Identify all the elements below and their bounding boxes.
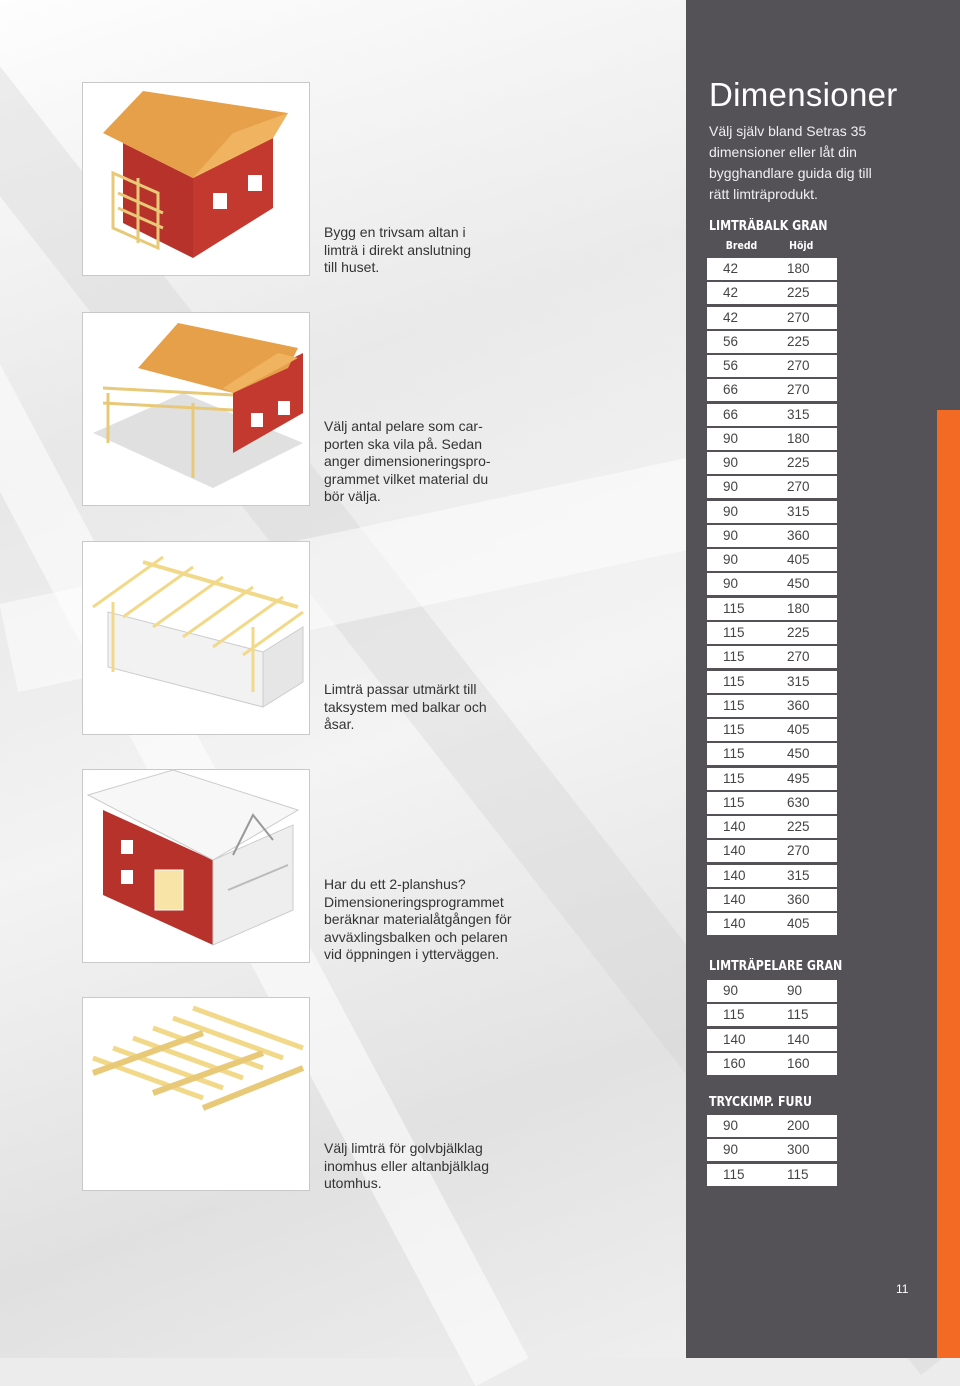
carport-house-illustration [82,312,310,506]
cell-width: 115 [723,600,745,616]
cell-width: 90 [723,552,739,568]
table-limtrabalk [707,258,837,937]
table-row [707,1029,837,1051]
cell-width: 115 [723,770,745,786]
table-row [707,980,837,1002]
cell-width: 90 [723,479,739,495]
cell-height: 450 [787,576,810,592]
cell-height: 630 [787,794,810,810]
table-row [707,501,837,523]
table-row [707,913,837,935]
table-row [707,1139,837,1161]
cell-height: 90 [787,983,803,998]
cell-width: 90 [723,503,739,519]
caption-line: beräknar materialåtgången för [324,911,512,927]
cell-width: 90 [723,1142,739,1158]
table-row [707,646,837,668]
table-row [707,671,837,693]
cell-width: 115 [723,794,745,810]
cell-height: 405 [787,722,810,738]
cell-height: 225 [787,333,810,349]
cell-width: 66 [723,406,739,422]
table-row [707,331,837,353]
caption-line: avväxlingsbalken och pelaren [324,928,508,945]
table-row [707,476,837,498]
cell-width: 115 [723,697,745,713]
cell-width: 160 [723,1055,746,1071]
cell-height: 270 [787,382,810,398]
roof-beam-system-illustration [82,541,310,735]
intro-line: dimensioner eller låt din [709,144,857,160]
cell-height: 360 [787,697,810,713]
cell-width: 90 [723,1118,739,1133]
cell-width: 56 [723,358,739,374]
cell-width: 140 [723,843,746,859]
cell-height: 270 [787,843,810,859]
cell-width: 115 [723,722,745,738]
cell-height: 140 [787,1031,810,1047]
table-limtrapelare [707,980,837,1077]
caption-line: grammet vilket material du [324,470,489,487]
section-heading-tryckimp: TRYCKIMP. FURU [709,1095,812,1110]
cell-width: 66 [723,382,739,398]
cell-height: 225 [787,285,810,301]
section-heading-limtrabalk: LIMTRÄBALK GRAN [709,219,828,234]
intro-line: bygghandlare guida dig till [709,165,872,181]
cell-width: 115 [723,649,745,665]
cell-width: 90 [723,455,739,471]
cell-height: 115 [787,1007,809,1023]
table-row [707,1164,837,1186]
table-row [707,1004,837,1026]
caption-line: Välj antal pelare som car- [324,418,483,434]
cell-width: 115 [723,1007,745,1023]
table-row [707,549,837,571]
cell-width: 140 [723,891,746,907]
cell-height: 180 [787,261,810,276]
cell-height: 315 [787,503,810,519]
caption-line: bör välja. [324,488,381,504]
floor-joist-illustration [82,997,310,1191]
two-storey-house-illustration [82,769,310,963]
cell-width: 56 [723,333,739,349]
cell-height: 270 [787,479,810,495]
cell-width: 140 [723,1031,746,1047]
table-row [707,622,837,644]
cell-height: 405 [787,916,810,932]
cell-height: 360 [787,527,810,543]
cell-height: 180 [787,600,810,616]
caption-line: taksystem med balkar och [324,698,487,715]
intro-text [709,121,909,205]
caption-roof [324,681,524,734]
cell-height: 450 [787,746,810,762]
cell-height: 160 [787,1055,810,1071]
cell-height: 200 [787,1118,810,1133]
cell-height: 315 [787,406,810,422]
caption-line: Välj limträ för golvbjälklag [324,1140,483,1156]
cell-height: 315 [787,867,810,883]
cell-width: 90 [723,527,739,543]
cell-height: 495 [787,770,810,786]
caption-line: Bygg en trivsam altan i [324,224,466,240]
cell-height: 405 [787,552,810,568]
cell-width: 140 [723,819,746,835]
intro-line: Välj själv bland Setras 35 [709,123,867,139]
cell-width: 42 [723,261,739,276]
cell-height: 270 [787,309,810,325]
cell-width: 90 [723,576,739,592]
cell-height: 180 [787,430,810,446]
altan-house-illustration [82,82,310,276]
caption-line: inomhus eller altanbjälklag [324,1157,489,1174]
table-row [707,1115,837,1137]
table-row [707,258,837,280]
cell-width: 90 [723,430,739,446]
table-row [707,1053,837,1075]
column-header-bredd: Bredd [725,239,758,252]
caption-line: Limträ passar utmärkt till [324,681,477,697]
cell-width: 115 [723,624,745,640]
accent-stripe [937,410,960,1358]
table-row [707,743,837,765]
caption-two-storey [324,876,529,964]
table-row [707,379,837,401]
cell-width: 42 [723,309,739,325]
cell-width: 115 [723,1166,745,1182]
table-row [707,573,837,595]
cell-width: 115 [723,673,745,689]
table-row [707,307,837,329]
cell-height: 360 [787,891,810,907]
page-number: 11 [896,1282,909,1296]
cell-height: 225 [787,819,810,835]
table-row [707,525,837,547]
section-heading-limtrapelare: LIMTRÄPELARE GRAN [709,959,843,974]
table-row [707,598,837,620]
caption-line: utomhus. [324,1175,382,1191]
caption-line: limträ i direkt anslutning [324,241,472,258]
cell-width: 140 [723,916,746,932]
cell-height: 225 [787,624,810,640]
caption-carport [324,418,524,506]
caption-line: till huset. [324,259,380,275]
caption-line: Har du ett 2-planshus? [324,876,466,892]
caption-line: porten ska vila på. Sedan [324,435,482,452]
cell-height: 115 [787,1166,809,1182]
caption-line: Dimensioneringsprogrammet [324,893,504,910]
table-row [707,865,837,887]
table-row [707,816,837,838]
table-row [707,719,837,741]
caption-line: anger dimensioneringspro- [324,453,491,469]
table-row [707,840,837,862]
intro-line: rätt limträprodukt. [709,186,818,202]
caption-floor [324,1140,524,1193]
table-row [707,695,837,717]
cell-height: 270 [787,358,810,374]
table-row [707,428,837,450]
cell-width: 42 [723,285,739,301]
caption-line: åsar. [324,716,355,732]
page-title: Dimensioner [709,76,898,113]
table-row [707,282,837,304]
table-row [707,792,837,814]
table-row [707,889,837,911]
cell-width: 115 [723,746,745,762]
table-row [707,404,837,426]
caption-line: vid öppningen i ytterväggen. [324,946,500,962]
column-header-hojd: Höjd [789,239,814,252]
table-tryckimp [707,1115,837,1188]
caption-altan [324,224,524,277]
cell-width: 90 [723,983,739,998]
table-row [707,768,837,790]
cell-height: 270 [787,649,810,665]
cell-height: 300 [787,1142,810,1158]
cell-height: 315 [787,673,810,689]
table-row [707,452,837,474]
cell-width: 140 [723,867,746,883]
table-row [707,355,837,377]
cell-height: 225 [787,455,810,471]
